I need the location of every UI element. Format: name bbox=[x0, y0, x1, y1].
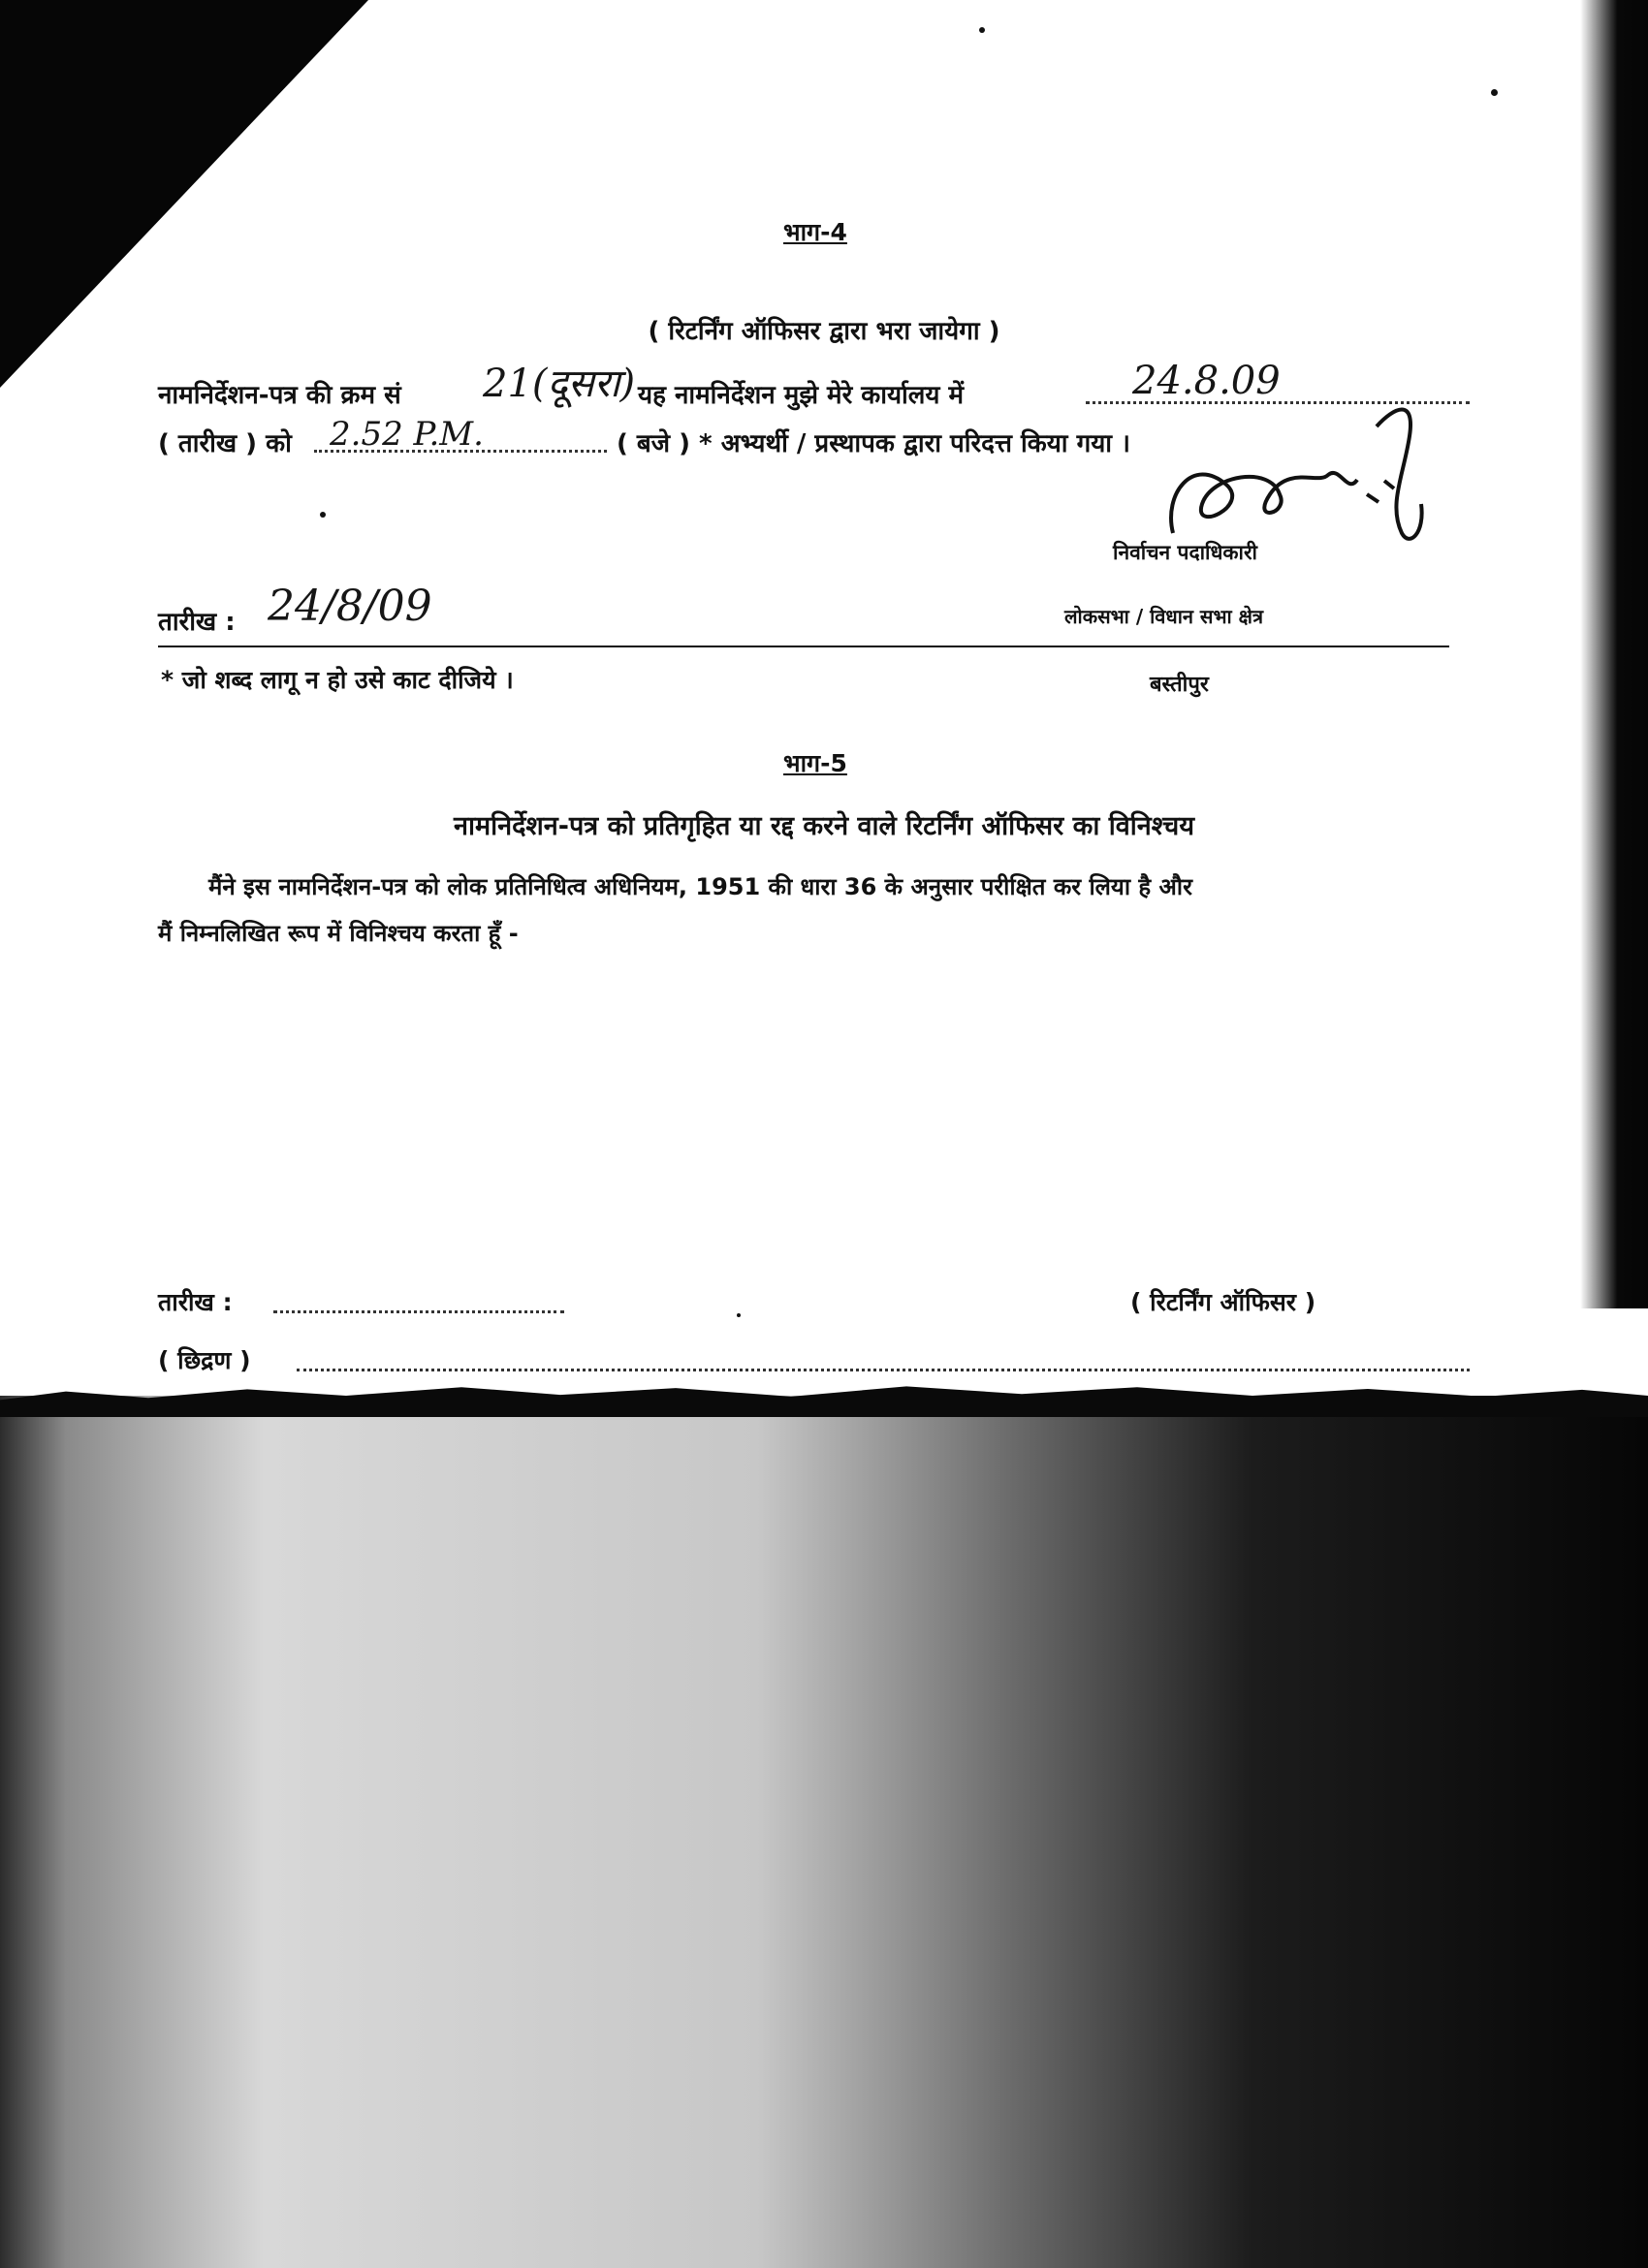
date-handwritten: 24.8.09 bbox=[1132, 359, 1281, 403]
scan-shadow-right bbox=[1580, 0, 1648, 1308]
line2-label-date: ( तारीख ) को bbox=[158, 429, 292, 458]
seal-label: ( छिद्रण ) bbox=[158, 1346, 251, 1374]
part4-date-label: तारीख : bbox=[158, 608, 236, 637]
paper-edge bbox=[0, 1374, 1648, 1417]
part4-subheading: ( रिटर्निंग ऑफिसर द्वारा भरा जायेगा ) bbox=[648, 317, 1000, 346]
serial-handwritten: 21(दूसरा) bbox=[483, 362, 636, 406]
part4-date-handwritten: 24/8/09 bbox=[268, 582, 432, 631]
stamp-line-1: निर्वाचन पदाधिकारी bbox=[1113, 541, 1257, 564]
part5-heading: भाग-5 bbox=[783, 749, 847, 777]
scan-shadow-lower bbox=[0, 1396, 1648, 2268]
part5-title: नामनिर्देशन-पत्र को प्रतिगृहित या रद्द करने वाले रिटर्निंग ऑफिसर का विनिश्चय bbox=[453, 811, 1194, 841]
stamp-line-3: बस्तीपुर bbox=[1150, 673, 1209, 697]
footnote: * जो शब्द लागू न हो उसे काट दीजिये । bbox=[161, 666, 514, 694]
returning-officer-label: ( रिटर्निंग ऑफिसर ) bbox=[1130, 1288, 1316, 1316]
part5-paragraph-line-1: मैंने इस नामनिर्देशन-पत्र को लोक प्रतिनिधित्व अधिनियम, 1951 की धारा 36 के अनुसार परीक्षित कर लिया है और bbox=[208, 873, 1192, 900]
speck bbox=[979, 27, 985, 33]
time-handwritten: 2.52 P.M. bbox=[330, 415, 484, 454]
line2-label-delivered: ( बजे ) * अभ्यर्थी / प्रस्थापक द्वारा परिदत्त किया गया । bbox=[617, 429, 1130, 458]
part4-heading: भाग-4 bbox=[783, 218, 847, 246]
officer-signature-icon bbox=[1134, 388, 1454, 552]
line1-label-office: यह नामनिर्देशन मुझे मेरे कार्यालय में bbox=[638, 381, 965, 410]
divider-line bbox=[158, 646, 1449, 647]
part5-date-label: तारीख : bbox=[158, 1288, 233, 1316]
stamp-line-2: लोकसभा / विधान सभा क्षेत्र bbox=[1064, 605, 1264, 628]
line1-label-serial: नामनिर्देशन-पत्र की क्रम सं bbox=[158, 381, 401, 410]
part5-paragraph-line-2: मैं निम्नलिखित रूप में विनिश्चय करता हूँ - bbox=[158, 920, 519, 947]
speck bbox=[737, 1313, 741, 1317]
part5-dotted-date bbox=[273, 1310, 564, 1313]
speck bbox=[320, 512, 326, 518]
speck bbox=[1491, 89, 1498, 96]
seal-dotted-line bbox=[297, 1369, 1470, 1371]
